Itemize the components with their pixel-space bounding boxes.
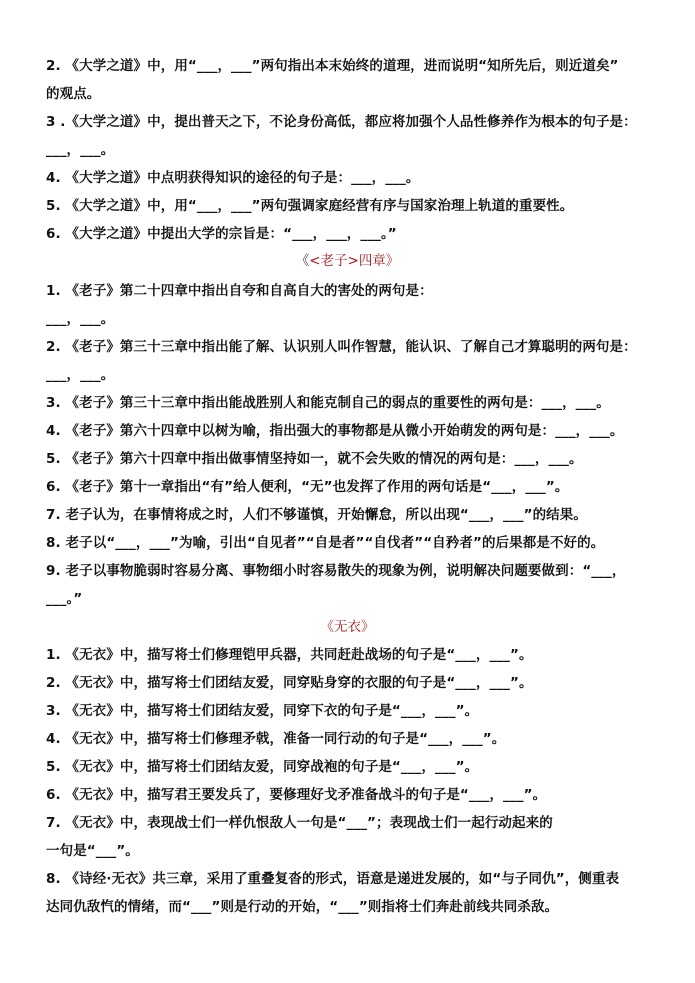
question-line: 4. 《无衣》中，描写将士们修理矛戟，准备一同行动的句子是“___，___”。: [46, 731, 506, 747]
heading-name: 老子: [320, 253, 348, 269]
question-line: 的观点。: [46, 86, 101, 102]
question-line: 5. 《无衣》中，描写将士们团结友爱，同穿战袍的句子是“___，___”。: [46, 759, 479, 775]
question-line: 5. 《大学之道》中，用“___，___”两句强调家庭经营有序与国家治理上轨道的重要性。: [46, 198, 574, 214]
question-line: 9. 老子以事物脆弱时容易分离、事物细小时容易散失的现象为例，说明解决问题要做到：“___，: [46, 563, 626, 579]
question-line: 3. 《老子》第三十三章中指出能战胜别人和能克制自己的弱点的重要性的两句是：___，___。: [46, 395, 610, 411]
question-line: 8. 《诗经·无衣》共三章，采用了重叠复沓的形式，语意是递进发展的，如“与子同仇”，侧重表: [46, 871, 620, 887]
heading-lt: <: [309, 253, 321, 269]
question-line: 一句是“___”。: [46, 843, 139, 859]
question-line: 4. 《老子》第六十四章中以树为喻，指出强大的事物都是从微小开始萌发的两句是：___，___。: [46, 423, 624, 439]
question-line: 2. 《老子》第三十三章中指出能了解、认识别人叫作智慧，能认识、了解自己才算聪明的两句是：: [46, 339, 637, 355]
question-line: 7. 《无衣》中，表现战士们一样仇恨敌人一句是“___”；表现战士们一起行动起来的: [46, 815, 553, 831]
question-line: 2. 《大学之道》中，用“___，___”两句指出本末始终的道理，进而说明“知所先后，则近道矣”: [46, 58, 619, 74]
question-line: ___，___。: [46, 367, 115, 383]
heading-gt: >: [347, 253, 359, 269]
question-line: 1. 《无衣》中，描写将士们修理铠甲兵器，共同赶赴战场的句子是“___，___”。: [46, 647, 533, 663]
section-heading-wuyi: 《无衣》: [320, 619, 375, 635]
heading-open: 《: [295, 253, 310, 269]
question-line: 7. 老子认为，在事情将成之时，人们不够谨慎，开始懈怠，所以出现“___，___”的结果。: [46, 507, 587, 523]
question-line: ___，___。: [46, 142, 115, 158]
question-line: ___，___。: [46, 311, 115, 327]
question-line: 2. 《无衣》中，描写将士们团结友爱，同穿贴身穿的衣服的句子是“___，___”。: [46, 675, 533, 691]
section-heading-laozi: [0, 252, 695, 270]
question-line: 4. 《大学之道》中点明获得知识的途径的句子是：___，___。: [46, 170, 420, 186]
question-line: 5. 《老子》第六十四章中指出做事情坚持如一，就不会失败的情况的两句是：___，___。: [46, 451, 583, 467]
question-line: 3 .《大学之道》中，提出普天之下，不论身份高低，都应将加强个人品性修养作为根本的句子是：: [46, 114, 637, 130]
question-line: 3. 《无衣》中，描写将士们团结友爱，同穿下衣的句子是“___，___”。: [46, 703, 479, 719]
heading-rest: 四章》: [358, 253, 400, 269]
question-line: 6. 《老子》第十一章指出“有”给人便利，“无”也发挥了作用的两句话是“___，___”。: [46, 479, 569, 495]
question-line: ___。”: [46, 591, 83, 607]
question-line: 达同仇敌忾的情绪，而“___”则是行动的开始，“___”则指将士们奔赴前线共同杀敌。: [46, 899, 559, 915]
question-line: 6. 《无衣》中，描写君王要发兵了，要修理好戈矛准备战斗的句子是“___，___”。: [46, 787, 547, 803]
question-line: 6. 《大学之道》中提出大学的宗旨是：“___，___，___。”: [46, 226, 397, 242]
question-line: 8. 老子以“___，___”为喻，引出“自见者”“自是者”“自伐者”“自矜者”的后果都是不好的。: [46, 535, 605, 551]
question-line: 1. 《老子》第二十四章中指出自夸和自高自大的害处的两句是：: [46, 283, 433, 299]
